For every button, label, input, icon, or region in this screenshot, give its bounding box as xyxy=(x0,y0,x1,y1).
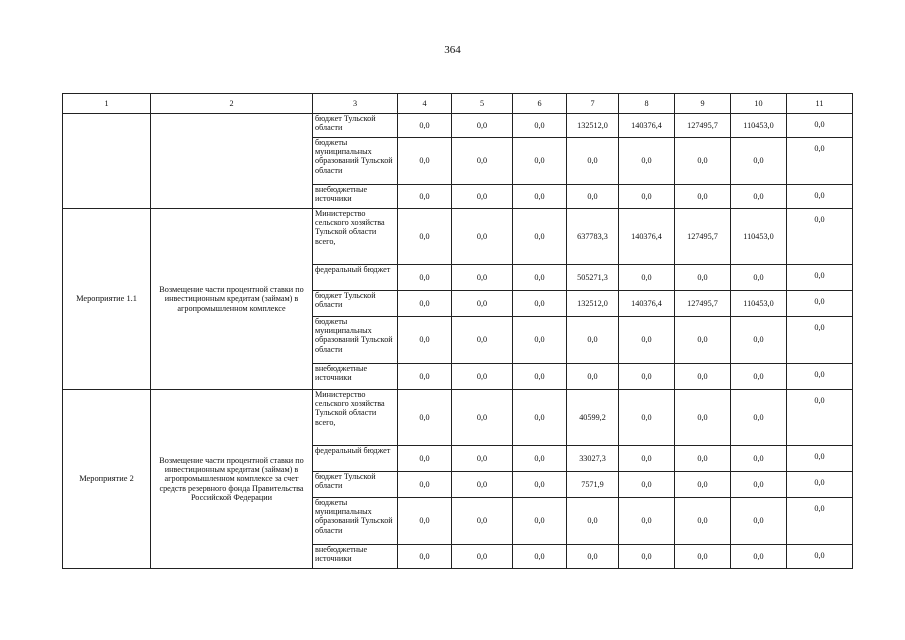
value-cell-col-11: 0,0 xyxy=(787,446,853,472)
value-cell-col-10: 0,0 xyxy=(731,317,787,364)
value-cell-col-7: 0,0 xyxy=(567,138,619,185)
value-cell-col-11: 0,0 xyxy=(787,472,853,498)
value-cell-col-7: 33027,3 xyxy=(567,446,619,472)
value-cell-col-4: 0,0 xyxy=(398,209,452,265)
value-cell-col-9: 0,0 xyxy=(675,185,731,209)
value-cell-col-7: 0,0 xyxy=(567,317,619,364)
column-number-7: 7 xyxy=(567,94,619,114)
funding-source-cell: федеральный бюджет xyxy=(313,265,398,291)
value-cell-col-8: 0,0 xyxy=(619,545,675,569)
column-number-2: 2 xyxy=(151,94,313,114)
value-cell-col-6: 0,0 xyxy=(513,390,567,446)
value-cell-col-7: 0,0 xyxy=(567,545,619,569)
value-cell-col-4: 0,0 xyxy=(398,390,452,446)
value-cell-col-9: 0,0 xyxy=(675,390,731,446)
value-cell-col-5: 0,0 xyxy=(452,498,513,545)
value-cell-col-9: 127495,7 xyxy=(675,114,731,138)
value-cell-col-7: 40599,2 xyxy=(567,390,619,446)
value-cell-col-6: 0,0 xyxy=(513,364,567,390)
value-cell-col-6: 0,0 xyxy=(513,265,567,291)
value-cell-col-11: 0,0 xyxy=(787,317,853,364)
value-cell-col-11: 0,0 xyxy=(787,265,853,291)
column-number-6: 6 xyxy=(513,94,567,114)
funding-source-cell: Министерство сельского хозяйства Тульской области всего, xyxy=(313,209,398,265)
value-cell-col-6: 0,0 xyxy=(513,185,567,209)
value-cell-col-5: 0,0 xyxy=(452,114,513,138)
event-name-cell: Мероприятие 2 xyxy=(63,390,151,569)
value-cell-col-7: 637783,3 xyxy=(567,209,619,265)
value-cell-col-5: 0,0 xyxy=(452,446,513,472)
value-cell-col-11: 0,0 xyxy=(787,364,853,390)
value-cell-col-10: 0,0 xyxy=(731,545,787,569)
value-cell-col-4: 0,0 xyxy=(398,364,452,390)
value-cell-col-9: 0,0 xyxy=(675,472,731,498)
value-cell-col-8: 0,0 xyxy=(619,317,675,364)
value-cell-col-6: 0,0 xyxy=(513,209,567,265)
value-cell-col-10: 0,0 xyxy=(731,446,787,472)
funding-source-cell: бюджет Тульской области xyxy=(313,472,398,498)
table-body xyxy=(63,114,853,569)
value-cell-col-6: 0,0 xyxy=(513,114,567,138)
value-cell-col-11: 0,0 xyxy=(787,185,853,209)
value-cell-col-9: 0,0 xyxy=(675,265,731,291)
value-cell-col-10: 0,0 xyxy=(731,265,787,291)
value-cell-col-11: 0,0 xyxy=(787,138,853,185)
column-number-4: 4 xyxy=(398,94,452,114)
value-cell-col-9: 0,0 xyxy=(675,364,731,390)
funding-source-cell: внебюджетные источники xyxy=(313,185,398,209)
funding-source-cell: бюджет Тульской области xyxy=(313,114,398,138)
funding-table xyxy=(62,93,853,569)
value-cell-col-5: 0,0 xyxy=(452,291,513,317)
value-cell-col-5: 0,0 xyxy=(452,545,513,569)
value-cell-col-6: 0,0 xyxy=(513,498,567,545)
value-cell-col-4: 0,0 xyxy=(398,114,452,138)
value-cell-col-11: 0,0 xyxy=(787,390,853,446)
value-cell-col-8: 0,0 xyxy=(619,390,675,446)
value-cell-col-6: 0,0 xyxy=(513,291,567,317)
column-number-3: 3 xyxy=(313,94,398,114)
value-cell-col-7: 7571,9 xyxy=(567,472,619,498)
value-cell-col-7: 0,0 xyxy=(567,498,619,545)
funding-source-cell: Министерство сельского хозяйства Тульской области всего, xyxy=(313,390,398,446)
value-cell-col-10: 0,0 xyxy=(731,390,787,446)
funding-source-cell: бюджеты муниципальных образований Тульской области xyxy=(313,498,398,545)
value-cell-col-11: 0,0 xyxy=(787,498,853,545)
value-cell-col-4: 0,0 xyxy=(398,291,452,317)
value-cell-col-7: 0,0 xyxy=(567,185,619,209)
value-cell-col-5: 0,0 xyxy=(452,265,513,291)
funding-source-cell: федеральный бюджет xyxy=(313,446,398,472)
value-cell-col-9: 0,0 xyxy=(675,317,731,364)
value-cell-col-9: 127495,7 xyxy=(675,209,731,265)
page-number: 364 xyxy=(444,44,461,56)
value-cell-col-9: 127495,7 xyxy=(675,291,731,317)
value-cell-col-7: 132512,0 xyxy=(567,114,619,138)
value-cell-col-5: 0,0 xyxy=(452,185,513,209)
event-description-cell xyxy=(151,114,313,209)
value-cell-col-8: 0,0 xyxy=(619,265,675,291)
funding-source-cell: внебюджетные источники xyxy=(313,545,398,569)
column-number-1: 1 xyxy=(63,94,151,114)
value-cell-col-6: 0,0 xyxy=(513,472,567,498)
table-row xyxy=(63,209,853,265)
column-number-10: 10 xyxy=(731,94,787,114)
event-description-cell: Возмещение части процентной ставки по инвестиционным кредитам (займам) в агропромышленном комплексе xyxy=(151,209,313,390)
column-number-row xyxy=(63,94,853,114)
value-cell-col-8: 0,0 xyxy=(619,472,675,498)
value-cell-col-9: 0,0 xyxy=(675,138,731,185)
value-cell-col-10: 0,0 xyxy=(731,185,787,209)
value-cell-col-5: 0,0 xyxy=(452,317,513,364)
funding-source-cell: бюджет Тульской области xyxy=(313,291,398,317)
value-cell-col-9: 0,0 xyxy=(675,446,731,472)
column-number-11: 11 xyxy=(787,94,853,114)
value-cell-col-10: 110453,0 xyxy=(731,291,787,317)
value-cell-col-10: 110453,0 xyxy=(731,114,787,138)
value-cell-col-8: 0,0 xyxy=(619,498,675,545)
event-description-cell: Возмещение части процентной ставки по инвестиционным кредитам (займам) в агропромышленном комплексе за счет средств резервного фонда Правительства Российской Федерации xyxy=(151,390,313,569)
value-cell-col-8: 0,0 xyxy=(619,364,675,390)
value-cell-col-4: 0,0 xyxy=(398,472,452,498)
funding-source-cell: внебюджетные источники xyxy=(313,364,398,390)
column-number-8: 8 xyxy=(619,94,675,114)
value-cell-col-9: 0,0 xyxy=(675,498,731,545)
value-cell-col-8: 0,0 xyxy=(619,185,675,209)
value-cell-col-6: 0,0 xyxy=(513,446,567,472)
value-cell-col-10: 0,0 xyxy=(731,498,787,545)
value-cell-col-7: 505271,3 xyxy=(567,265,619,291)
value-cell-col-5: 0,0 xyxy=(452,364,513,390)
value-cell-col-6: 0,0 xyxy=(513,545,567,569)
value-cell-col-10: 0,0 xyxy=(731,138,787,185)
column-number-9: 9 xyxy=(675,94,731,114)
value-cell-col-8: 140376,4 xyxy=(619,291,675,317)
value-cell-col-11: 0,0 xyxy=(787,114,853,138)
table-row xyxy=(63,114,853,138)
event-name-cell: Мероприятие 1.1 xyxy=(63,209,151,390)
value-cell-col-4: 0,0 xyxy=(398,545,452,569)
column-number-5: 5 xyxy=(452,94,513,114)
value-cell-col-7: 132512,0 xyxy=(567,291,619,317)
value-cell-col-10: 0,0 xyxy=(731,472,787,498)
funding-source-cell: бюджеты муниципальных образований Тульской области xyxy=(313,138,398,185)
value-cell-col-11: 0,0 xyxy=(787,291,853,317)
value-cell-col-10: 110453,0 xyxy=(731,209,787,265)
value-cell-col-10: 0,0 xyxy=(731,364,787,390)
value-cell-col-4: 0,0 xyxy=(398,317,452,364)
table-row xyxy=(63,390,853,446)
value-cell-col-8: 0,0 xyxy=(619,138,675,185)
value-cell-col-4: 0,0 xyxy=(398,498,452,545)
value-cell-col-4: 0,0 xyxy=(398,185,452,209)
event-name-cell xyxy=(63,114,151,209)
value-cell-col-6: 0,0 xyxy=(513,317,567,364)
value-cell-col-11: 0,0 xyxy=(787,209,853,265)
value-cell-col-4: 0,0 xyxy=(398,446,452,472)
value-cell-col-5: 0,0 xyxy=(452,138,513,185)
value-cell-col-8: 140376,4 xyxy=(619,209,675,265)
value-cell-col-4: 0,0 xyxy=(398,138,452,185)
value-cell-col-11: 0,0 xyxy=(787,545,853,569)
value-cell-col-5: 0,0 xyxy=(452,390,513,446)
value-cell-col-5: 0,0 xyxy=(452,209,513,265)
value-cell-col-8: 0,0 xyxy=(619,446,675,472)
value-cell-col-8: 140376,4 xyxy=(619,114,675,138)
value-cell-col-6: 0,0 xyxy=(513,138,567,185)
value-cell-col-9: 0,0 xyxy=(675,545,731,569)
value-cell-col-4: 0,0 xyxy=(398,265,452,291)
value-cell-col-5: 0,0 xyxy=(452,472,513,498)
value-cell-col-7: 0,0 xyxy=(567,364,619,390)
funding-source-cell: бюджеты муниципальных образований Тульской области xyxy=(313,317,398,364)
